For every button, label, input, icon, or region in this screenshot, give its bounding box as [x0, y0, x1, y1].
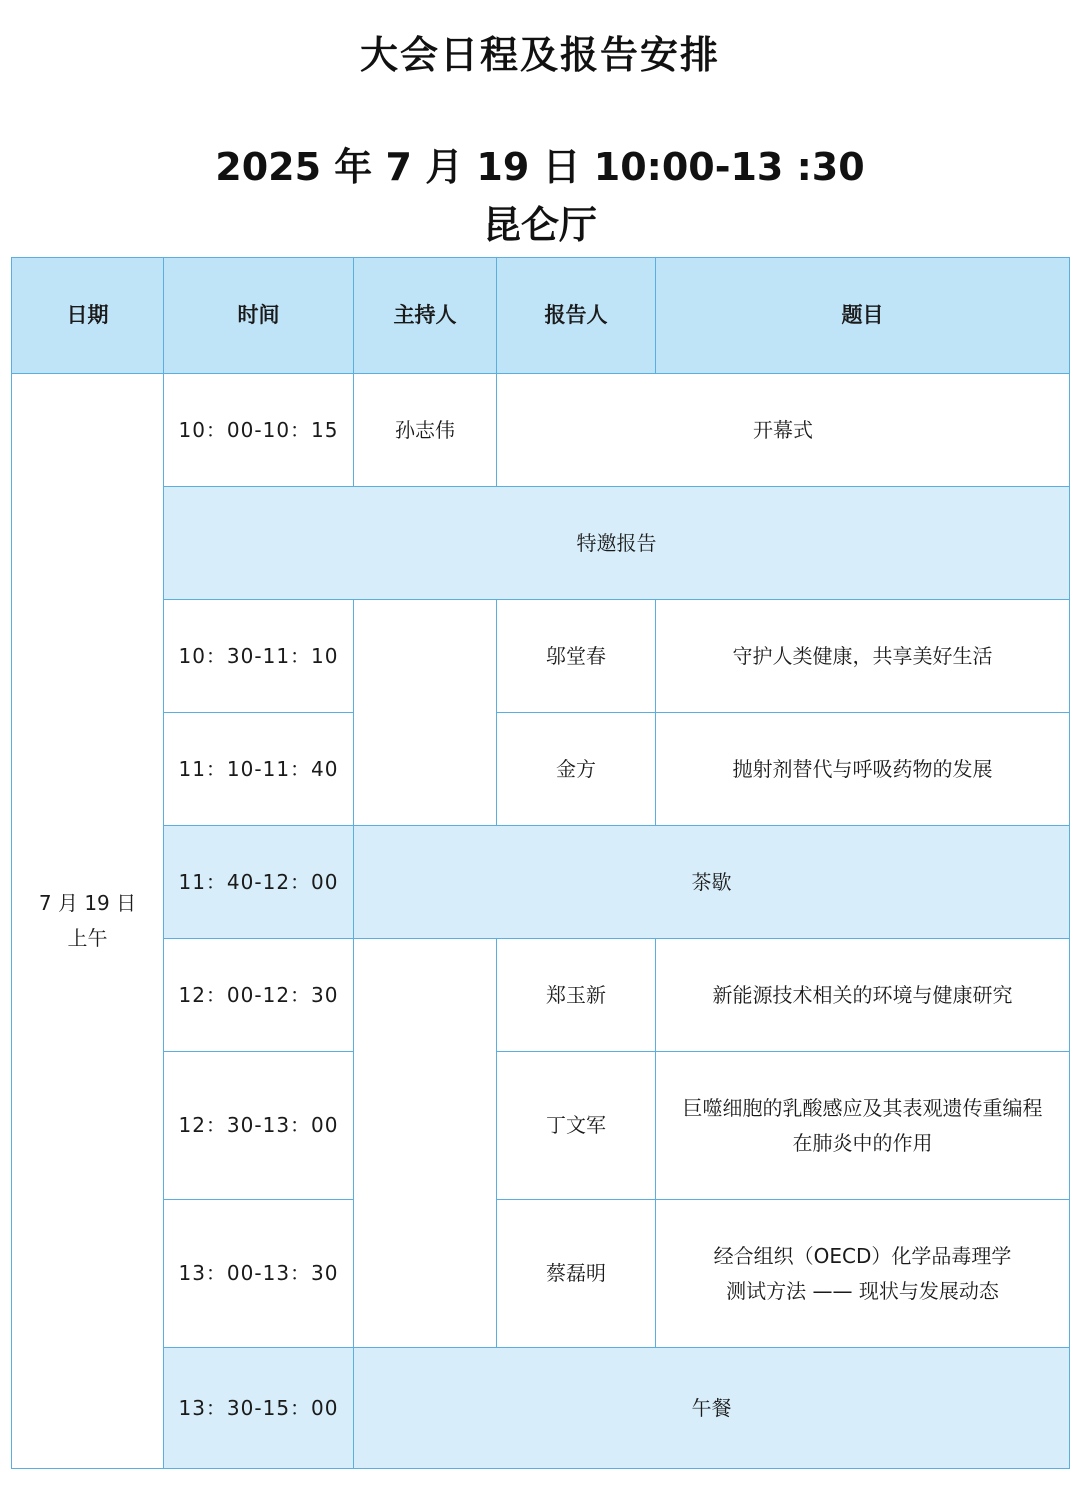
- column-header-topic: 题目: [656, 258, 1070, 374]
- topic-cell: 新能源技术相关的环境与健康研究: [656, 939, 1070, 1052]
- time-cell: 13：30-15：00: [164, 1348, 354, 1469]
- date-period: 上午: [67, 926, 108, 950]
- session-venue: 昆仑厅: [482, 203, 597, 247]
- topic-line: 经合组织（OECD）化学品毒理学: [713, 1243, 1012, 1268]
- speaker-cell: 金方: [497, 713, 656, 826]
- page-title: 大会日程及报告安排: [359, 33, 720, 77]
- column-header-speaker: 报告人: [497, 258, 656, 374]
- time-cell: 13：00-13：30: [164, 1200, 354, 1348]
- table-row: [12, 826, 1070, 939]
- topic-cell: [656, 1052, 1070, 1200]
- speaker-cell: 邬堂春: [497, 600, 656, 713]
- topic-cell: 守护人类健康，共享美好生活: [656, 600, 1070, 713]
- table-row: [12, 1348, 1070, 1469]
- date-cell: [12, 374, 164, 1469]
- table-header-row: [12, 258, 1070, 374]
- speaker-cell: 郑玉新: [497, 939, 656, 1052]
- table-row: [12, 1052, 1070, 1200]
- time-cell: 10：30-11：10: [164, 600, 354, 713]
- speaker-cell: 蔡磊明: [497, 1200, 656, 1348]
- table-row: [12, 713, 1070, 826]
- topic-line: 测试方法 —— 现状与发展动态: [726, 1278, 999, 1303]
- time-cell: 11：10-11：40: [164, 713, 354, 826]
- time-cell: 10：00-10：15: [164, 374, 354, 487]
- date-label: 7 月 19 日: [38, 891, 137, 915]
- topic-cell: 抛射剂替代与呼吸药物的发展: [656, 713, 1070, 826]
- column-header-time: 时间: [164, 258, 354, 374]
- topic-cell: [656, 1200, 1070, 1348]
- time-cell: 12：30-13：00: [164, 1052, 354, 1200]
- column-header-date: 日期: [12, 258, 164, 374]
- session-datetime: 2025 年 7 月 19 日 10:00-13 :30: [215, 145, 865, 189]
- topic-line: 巨噬细胞的乳酸感应及其表观遗传重编程: [682, 1095, 1043, 1120]
- column-header-host: 主持人: [354, 258, 497, 374]
- section-header-cell: 特邀报告: [164, 487, 1070, 600]
- time-cell: 12：00-12：30: [164, 939, 354, 1052]
- host-cell-empty: [354, 600, 497, 826]
- table-row: [12, 600, 1070, 713]
- speaker-cell: 丁文军: [497, 1052, 656, 1200]
- break-cell: 午餐: [354, 1348, 1070, 1469]
- table-row: [12, 1200, 1070, 1348]
- table-row: [12, 939, 1070, 1052]
- topic-line: 在肺炎中的作用: [792, 1130, 933, 1155]
- table-row: [12, 487, 1070, 600]
- time-cell: 11：40-12：00: [164, 826, 354, 939]
- host-cell-empty: [354, 939, 497, 1348]
- table-row: [12, 374, 1070, 487]
- topic-cell: 开幕式: [497, 374, 1070, 487]
- host-cell: 孙志伟: [354, 374, 497, 487]
- schedule-table: [11, 257, 1070, 1469]
- break-cell: 茶歇: [354, 826, 1070, 939]
